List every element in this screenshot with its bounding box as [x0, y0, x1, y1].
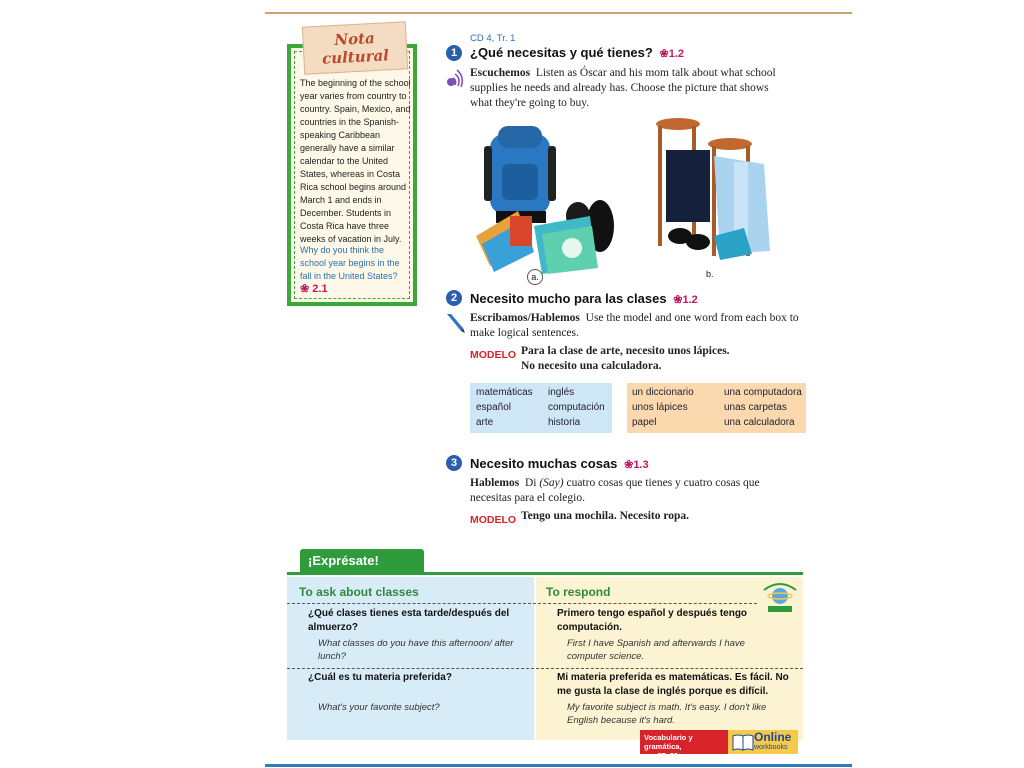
activity-3-lead: Hablemos — [470, 477, 520, 489]
word-item: historia — [548, 417, 581, 428]
word-box-supplies-col-1 — [632, 385, 694, 430]
activity-2-modelo — [470, 345, 516, 363]
activity-2-instructions — [470, 311, 805, 341]
standard-flower-icon: ❀ — [300, 283, 310, 295]
workbooks-label: workbooks — [754, 744, 788, 751]
answer-1: Primero tengo español y después tengo computación. — [557, 608, 748, 633]
photo-b-stools-clothes — [652, 116, 772, 261]
word-item: papel — [632, 417, 657, 428]
word-item: inglés — [548, 387, 575, 398]
row-divider — [287, 668, 803, 669]
modelo-line-1: Para la clase de arte, necesito unos lápices. — [521, 345, 730, 357]
vocab-line-1: Vocabulario y gramática, — [644, 733, 693, 751]
activity-2-modelo-text — [521, 344, 811, 374]
activity-2-badge: 2 — [446, 290, 462, 306]
row-divider — [287, 603, 757, 604]
word-item: una computadora — [724, 387, 802, 398]
top-rule — [265, 12, 852, 14]
col-head-ask: To ask about classes — [299, 585, 419, 599]
activity-1-standard: 1.2 — [668, 48, 684, 60]
word-box-subjects-col-1 — [476, 385, 533, 430]
word-box-supplies-col-2 — [724, 385, 802, 430]
book-icon — [732, 733, 754, 751]
nota-standard — [300, 282, 328, 295]
word-item: un diccionario — [632, 387, 694, 398]
pencil-icon — [444, 312, 466, 334]
activity-3-title-text: Necesito muchas cosas — [470, 456, 618, 471]
word-item: matemáticas — [476, 387, 533, 398]
expresate-rule — [287, 572, 803, 575]
standard-flower-icon: ❀ — [656, 48, 669, 60]
nota-cultural-title — [302, 21, 408, 74]
modelo-tag: MODELO — [470, 514, 517, 526]
answer-2-translation: My favorite subject is math. It's easy. I don't like English because it's hard. — [567, 702, 767, 726]
question-1: ¿Qué clases tienes esta tarde/después del almuerzo? — [308, 608, 510, 633]
activity-1-title — [470, 45, 684, 60]
activity-3-instructions — [470, 476, 775, 506]
col-head-respond: To respond — [546, 585, 611, 599]
activity-2-standard: 1.2 — [682, 294, 698, 306]
photo-a-label: a. — [527, 269, 543, 285]
activity-3-text-say: (Say) — [539, 477, 564, 489]
interactive-tutor-icon[interactable] — [760, 578, 800, 614]
nota-title-line2: cultural — [321, 46, 390, 68]
question-1-translation: What classes do you have this afternoon/ after lunch? — [318, 638, 514, 662]
photo-b-label: b. — [706, 269, 714, 279]
vocabulario-gramatica-link[interactable] — [640, 730, 728, 760]
answer-2: Mi materia preferida es matemáticas. Es fácil. No me gusta la clase de inglés porque es difícil. — [557, 672, 789, 697]
question-2: ¿Cuál es tu materia preferida? — [308, 672, 452, 683]
nota-title-line1: Nota — [333, 28, 376, 50]
activity-2-title-text: Necesito mucho para las clases — [470, 291, 667, 306]
activity-1-lead: Escuchemos — [470, 67, 531, 79]
vocab-line-2: pp. 37–39 — [644, 751, 679, 760]
bottom-rule — [265, 764, 852, 767]
word-item: unos lápices — [632, 402, 688, 413]
standard-flower-icon: ❀ — [670, 294, 683, 306]
activity-3-title — [470, 456, 649, 471]
word-item: unas carpetas — [724, 402, 787, 413]
activity-3-standard: 1.3 — [633, 459, 649, 471]
activity-1-title-text: ¿Qué necesitas y qué tienes? — [470, 45, 653, 60]
online-label: Online — [754, 730, 792, 744]
activity-1-badge: 1 — [446, 45, 462, 61]
modelo-tag: MODELO — [470, 349, 517, 361]
modelo-line-2: No necesito una calculadora. — [521, 360, 662, 372]
activity-3-text-post: cuatro cosas que tienes y cuatro cosas que necesitas para el colegio. — [470, 477, 760, 504]
photo-a-backpack-supplies — [472, 116, 622, 276]
question-2-translation: What's your favorite subject? — [318, 702, 440, 713]
activity-3-modelo — [470, 510, 516, 528]
activity-3-badge: 3 — [446, 455, 462, 471]
word-box-subjects-col-2 — [548, 385, 605, 430]
activity-3-modelo-text: Tengo una mochila. Necesito ropa. — [521, 510, 690, 522]
word-item: español — [476, 402, 512, 413]
activity-2-title — [470, 291, 698, 306]
audio-icon[interactable] — [445, 68, 465, 88]
word-item: computación — [548, 402, 605, 413]
nota-standard-number: 2.1 — [312, 283, 328, 295]
activity-2-lead: Escribamos/Hablemos — [470, 312, 580, 324]
expresate-tab: ¡Exprésate! — [300, 549, 424, 572]
cd-track-label: CD 4, Tr. 1 — [470, 33, 516, 44]
activity-1-text: Listen as Óscar and his mom talk about what school supplies he needs and already has. Choose the picture that shows what they're going to buy. — [470, 67, 776, 109]
word-item: arte — [476, 417, 494, 428]
activity-3-text-pre: Di — [524, 477, 537, 489]
activity-2-text: Use the model and one word from each box to make logical sentences. — [470, 312, 799, 339]
standard-flower-icon: ❀ — [621, 459, 634, 471]
word-item: una calculadora — [724, 417, 795, 428]
activity-1-instructions — [470, 66, 785, 111]
nota-body-text: The beginning of the school year varies from country to country. Spain, Mexico, and countries in the Spanish-speaking Caribbean generally have a similar calendar to the United States, whereas in Costa Rica school begins around March 1 and ends in December. Students in Costa Rica have three weeks of vacation in July. — [300, 78, 411, 244]
answer-1-translation: First I have Spanish and afterwards I have computer science. — [567, 638, 745, 662]
nota-question-text: Why do you think the school year begins in the fall in the United States? — [300, 245, 400, 281]
